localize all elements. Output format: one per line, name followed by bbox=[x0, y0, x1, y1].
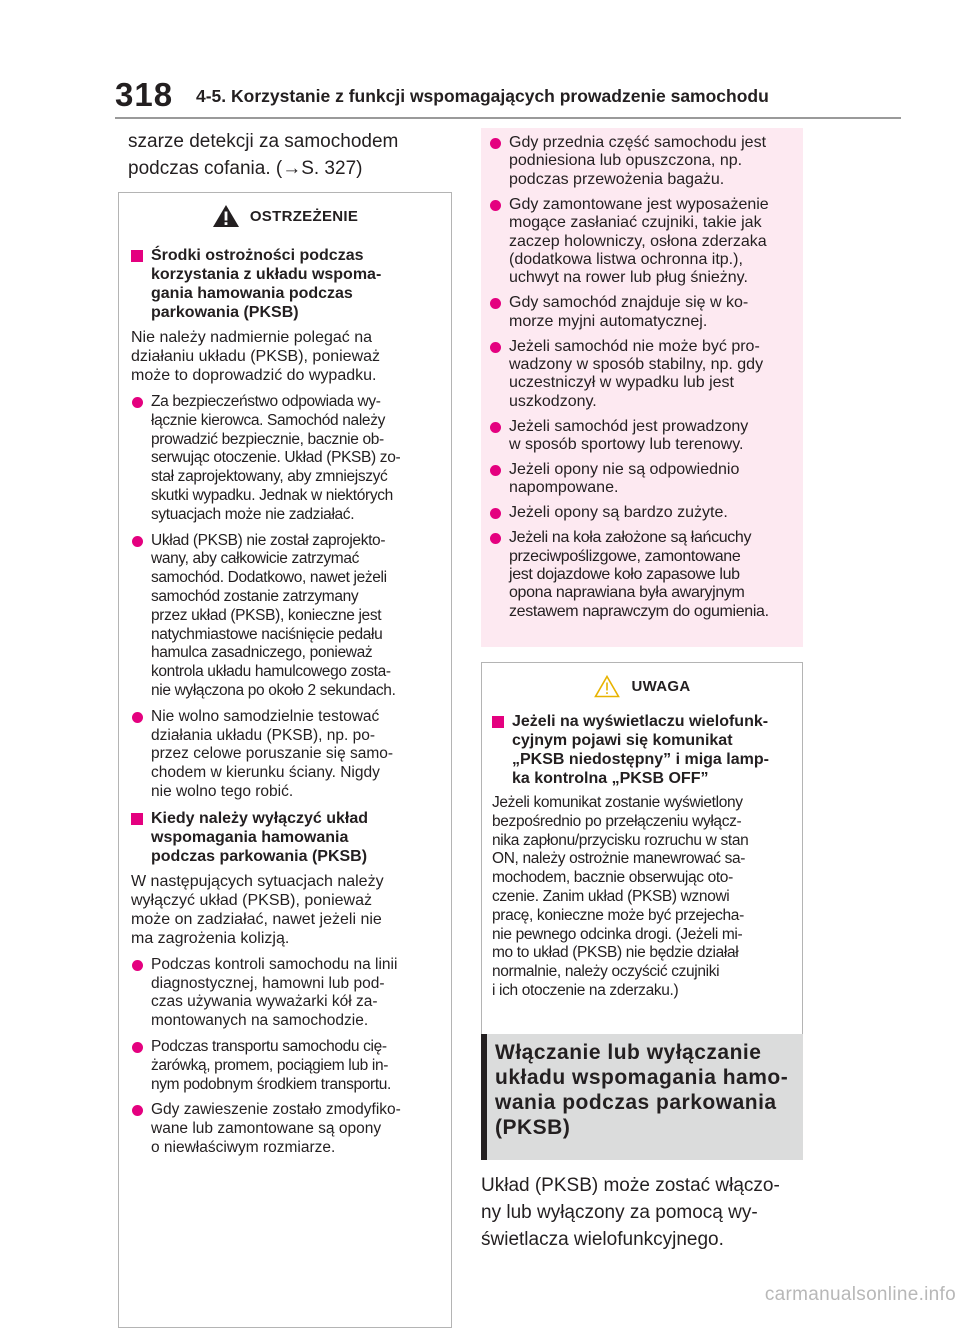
bullet-dot-icon bbox=[490, 465, 501, 476]
square-bullet-icon bbox=[492, 716, 504, 728]
bullet-dot-icon bbox=[490, 533, 501, 544]
watermark: carmanualsonline.info bbox=[764, 1284, 956, 1305]
chapter-title: 4-5. Korzystanie z funkcji wspomagających prowadzenie samochodu bbox=[196, 86, 769, 106]
text-line: Gdy zawieszenie zostało zmodyfiko- bbox=[151, 1101, 401, 1119]
text-line: morze myjni automatycznej. bbox=[509, 312, 708, 330]
text-line: zaczep holowniczy, osłona zderzaka bbox=[509, 232, 767, 250]
text-line: przez układ (PKSB), konieczne jest bbox=[151, 606, 382, 624]
text-line: wania podczas parkowania bbox=[495, 1091, 777, 1114]
text-line: podczas parkowania (PKSB) bbox=[151, 847, 368, 865]
text-line: (PKSB) bbox=[495, 1116, 571, 1139]
section-heading bbox=[481, 1034, 803, 1160]
text-line: wyłączyć układ (PKSB), ponieważ bbox=[131, 891, 372, 909]
text-line: Jeżeli na wyświetlaczu wielofunk- bbox=[512, 713, 769, 730]
text-line: ma zagrożenia kolizją. bbox=[131, 929, 290, 947]
text-line: hamulca zasadniczego, ponieważ bbox=[151, 644, 373, 662]
bullet-dot-icon bbox=[132, 397, 143, 408]
text-line: o niewłaściwym rozmiarze. bbox=[151, 1138, 336, 1156]
text-line: nie wolno tego robić. bbox=[151, 782, 294, 800]
warning-header bbox=[119, 196, 451, 236]
text-line: Układ (PKSB) może zostać włączo- bbox=[481, 1175, 780, 1196]
text-line: Środki ostrożności podczas bbox=[151, 247, 364, 264]
text-line: serwując otoczenie. Układ (PKSB) zo- bbox=[151, 449, 401, 467]
condition-bullet bbox=[489, 418, 797, 455]
text-line: wane lub zamontowane są opony bbox=[151, 1120, 382, 1138]
text-line: uchwyt na rower lub pług śnieżny. bbox=[509, 269, 748, 287]
text-line: korzystania z układu wspoma- bbox=[151, 266, 382, 283]
text-line: Gdy zamontowane jest wyposażenie bbox=[509, 195, 769, 213]
text-line: Podczas kontroli samochodu na linii bbox=[151, 955, 398, 973]
text-line: W następujących sytuacjach należy bbox=[131, 872, 384, 890]
condition-bullet bbox=[489, 338, 797, 412]
text-line: podniesiona lub opuszczona, np. bbox=[509, 152, 743, 170]
text-line: wany, aby całkowicie zatrzymać bbox=[151, 550, 360, 568]
text-line: parkowania (PKSB) bbox=[151, 304, 299, 321]
page-header bbox=[115, 78, 901, 118]
bullet-dot-icon bbox=[490, 508, 501, 519]
text-line: łącznie kierowca. Samochód należy bbox=[151, 411, 385, 429]
text-line: jest dojazdowe koło zapasowe lub bbox=[509, 566, 740, 584]
text-line: chodem w kierunku ściany. Nigdy bbox=[151, 764, 380, 782]
caution-body bbox=[482, 706, 802, 1001]
text-line: czas używania wyważarki kół za- bbox=[151, 993, 378, 1011]
text-line: może to doprowadzić do wypadku. bbox=[131, 367, 377, 384]
condition-bullet bbox=[489, 504, 797, 522]
text-line: normalnie, należy oczyścić czujniki bbox=[492, 963, 720, 981]
text-line: pracę, konieczne może być przejecha- bbox=[492, 906, 744, 924]
text-line: stał zaprojektowany, aby zmniejszyć bbox=[151, 468, 388, 486]
condition-bullet bbox=[489, 196, 797, 288]
bullet-dot-icon bbox=[132, 712, 143, 723]
text-line: Jeżeli opony nie są odpowiednio bbox=[509, 461, 740, 478]
text-line: Nie należy nadmiernie polegać na bbox=[131, 329, 373, 346]
condition-bullet bbox=[489, 294, 797, 331]
bullet-dot-icon bbox=[132, 1105, 143, 1116]
text-line: Jeżeli na koła założone są łańcuchy bbox=[509, 529, 752, 547]
caution-title: UWAGA bbox=[631, 677, 691, 695]
condition-bullet bbox=[489, 461, 797, 498]
text-line: działania układu (PKSB), np. po- bbox=[151, 726, 376, 744]
page-number: 318 bbox=[115, 76, 174, 113]
text-line: samochód. Dodatkowo, nawet jeżeli bbox=[151, 569, 387, 587]
text-line: „PKSB niedostępny” i miga lamp- bbox=[512, 751, 769, 768]
warning-bullet bbox=[131, 393, 443, 525]
warning-box bbox=[118, 192, 452, 1328]
text-line: nie pewnego odcinka drogi. (Jeżeli mi- bbox=[492, 925, 743, 943]
text-line: skutki wypadku. Jednak w niektórych bbox=[151, 486, 393, 504]
bullet-dot-icon bbox=[490, 298, 501, 309]
text-line: Gdy samochód znajduje się w ko- bbox=[509, 294, 749, 312]
bullet-dot-icon bbox=[132, 960, 143, 971]
text-line: żarówką, promem, pociągiem lub in- bbox=[151, 1056, 389, 1074]
text-line: ny lub wyłączony za pomocą wy- bbox=[481, 1202, 758, 1223]
bullet-dot-icon bbox=[490, 138, 501, 149]
text-line: Kiedy należy wyłączyć układ bbox=[151, 809, 368, 827]
square-bullet-icon bbox=[131, 250, 143, 262]
text-line: uczestniczył w wypadku lub jest bbox=[509, 374, 734, 392]
text-line: podczas przewożenia bagażu. bbox=[509, 170, 725, 188]
warning-title: OSTRZEŻENIE bbox=[249, 207, 359, 225]
warning-triangle-icon bbox=[212, 204, 240, 228]
caution-triangle-icon bbox=[594, 675, 620, 698]
text-line: i ich otoczenie na zderzaku.) bbox=[492, 981, 679, 999]
text-line: natychmiastowe naciśnięcie pedału bbox=[151, 625, 383, 643]
text-line: przez celowe poruszanie się samo- bbox=[151, 745, 394, 763]
warning-bullet bbox=[131, 1038, 443, 1094]
text-line: świetlacza wielofunkcyjnego. bbox=[481, 1229, 724, 1250]
condition-bullet bbox=[489, 134, 797, 189]
bullet-dot-icon bbox=[490, 422, 501, 433]
text-line: cyjnym pojawi się komunikat bbox=[512, 732, 733, 749]
text-line: może on zadziałać, nawet jeżeli nie bbox=[131, 910, 382, 928]
bullet-dot-icon bbox=[490, 200, 501, 211]
text-line: działaniu układu (PKSB), ponieważ bbox=[131, 348, 381, 365]
section-text bbox=[481, 1172, 803, 1253]
text-line: Gdy przednia część samochodu jest bbox=[509, 134, 767, 151]
warning-bullet bbox=[131, 708, 443, 802]
text-line: (dodatkowa listwa ochronna itp.), bbox=[509, 250, 743, 268]
left-column bbox=[118, 128, 454, 1156]
caution-header bbox=[482, 666, 802, 706]
header-divider bbox=[115, 117, 901, 119]
text-line: wadzony w sposób stabilny, np. gdy bbox=[509, 355, 764, 373]
caution-paragraph bbox=[492, 794, 794, 1001]
condition-bullet bbox=[489, 529, 797, 621]
text-line: Jeżeli komunikat zostanie wyświetlony bbox=[492, 794, 743, 811]
warning-bullet bbox=[131, 1101, 443, 1157]
text-line: prowadzić bezpiecznie, bacznie ob- bbox=[151, 430, 384, 448]
text-line: mochodem, bacznie obserwując oto- bbox=[492, 869, 733, 887]
text-line: Włączanie lub wyłączanie bbox=[495, 1041, 762, 1064]
text-line: Jeżeli opony są bardzo zużyte. bbox=[509, 504, 728, 522]
text-line: układu wspomagania hamo- bbox=[495, 1066, 789, 1089]
text-line: napompowane. bbox=[509, 479, 619, 497]
warning-subheading-when-disable bbox=[131, 809, 443, 866]
text-line: nym podobnym środkiem transportu. bbox=[151, 1075, 392, 1093]
square-bullet-icon bbox=[131, 813, 143, 825]
warning-body bbox=[119, 236, 451, 1158]
text-line: ka kontrolna „PKSB OFF” bbox=[512, 770, 709, 787]
intro-text: szarze detekcji za samochodem podczas cofania. (→S. 327) bbox=[128, 131, 399, 179]
warning-paragraph bbox=[131, 328, 443, 385]
warning-bullet bbox=[131, 532, 443, 701]
text-line: wspomagania hamowania bbox=[151, 828, 349, 846]
text-line: diagnostycznej, hamowni lub pod- bbox=[151, 974, 385, 992]
warning-bullet bbox=[131, 956, 443, 1031]
text-line: zestawem naprawczym do ogumienia. bbox=[509, 602, 769, 620]
bullet-dot-icon bbox=[490, 342, 501, 353]
text-line: Za bezpieczeństwo odpowiada wy- bbox=[151, 393, 381, 410]
warning-paragraph bbox=[131, 872, 443, 948]
text-line: opona naprawiana była awaryjnym bbox=[509, 584, 745, 602]
text-line: mo to układ (PKSB) nie będzie działał bbox=[492, 944, 739, 962]
text-line: mogące zasłaniać czujniki, takie jak bbox=[509, 214, 762, 232]
text-line: Nie wolno samodzielnie testować bbox=[151, 707, 380, 725]
text-line: czenie. Zanim układ (PKSB) wznowi bbox=[492, 887, 730, 905]
text-line: Podczas transportu samochodu cię- bbox=[151, 1037, 387, 1055]
text-line: sytuacjach może nie zadziałać. bbox=[151, 505, 355, 523]
text-line: gania hamowania podczas bbox=[151, 285, 353, 302]
warning-continued-box bbox=[481, 128, 803, 647]
text-line: ON, należy ostrożnie manewrować sa- bbox=[492, 850, 746, 868]
text-line: Jeżeli samochód jest prowadzony bbox=[509, 417, 749, 435]
text-line: uszkodzony. bbox=[509, 392, 597, 410]
bullet-dot-icon bbox=[132, 536, 143, 547]
text-line: kontrola układu hamulcowego zosta- bbox=[151, 663, 391, 681]
text-line: Jeżeli samochód nie może być pro- bbox=[509, 337, 760, 355]
caution-subheading bbox=[492, 712, 794, 788]
bullet-dot-icon bbox=[132, 1042, 143, 1053]
text-line: w sposób sportowy lub terenowy. bbox=[509, 436, 744, 454]
warning-subheading-precautions bbox=[131, 246, 443, 322]
text-line: przeciwpoślizgowe, zamontowane bbox=[509, 547, 741, 565]
text-line: montowanych na samochodzie. bbox=[151, 1012, 369, 1030]
text-line: nie wyłączona po około 2 sekundach. bbox=[151, 681, 396, 699]
text-line: samochód zostanie zatrzymany bbox=[151, 587, 359, 605]
text-line: nika zapłonu/przycisku rozruchu w stan bbox=[492, 831, 749, 849]
text-line: bezpośrednio po przełączeniu wyłącz- bbox=[492, 812, 742, 830]
text-line: Układ (PKSB) nie został zaprojekto- bbox=[151, 531, 386, 549]
